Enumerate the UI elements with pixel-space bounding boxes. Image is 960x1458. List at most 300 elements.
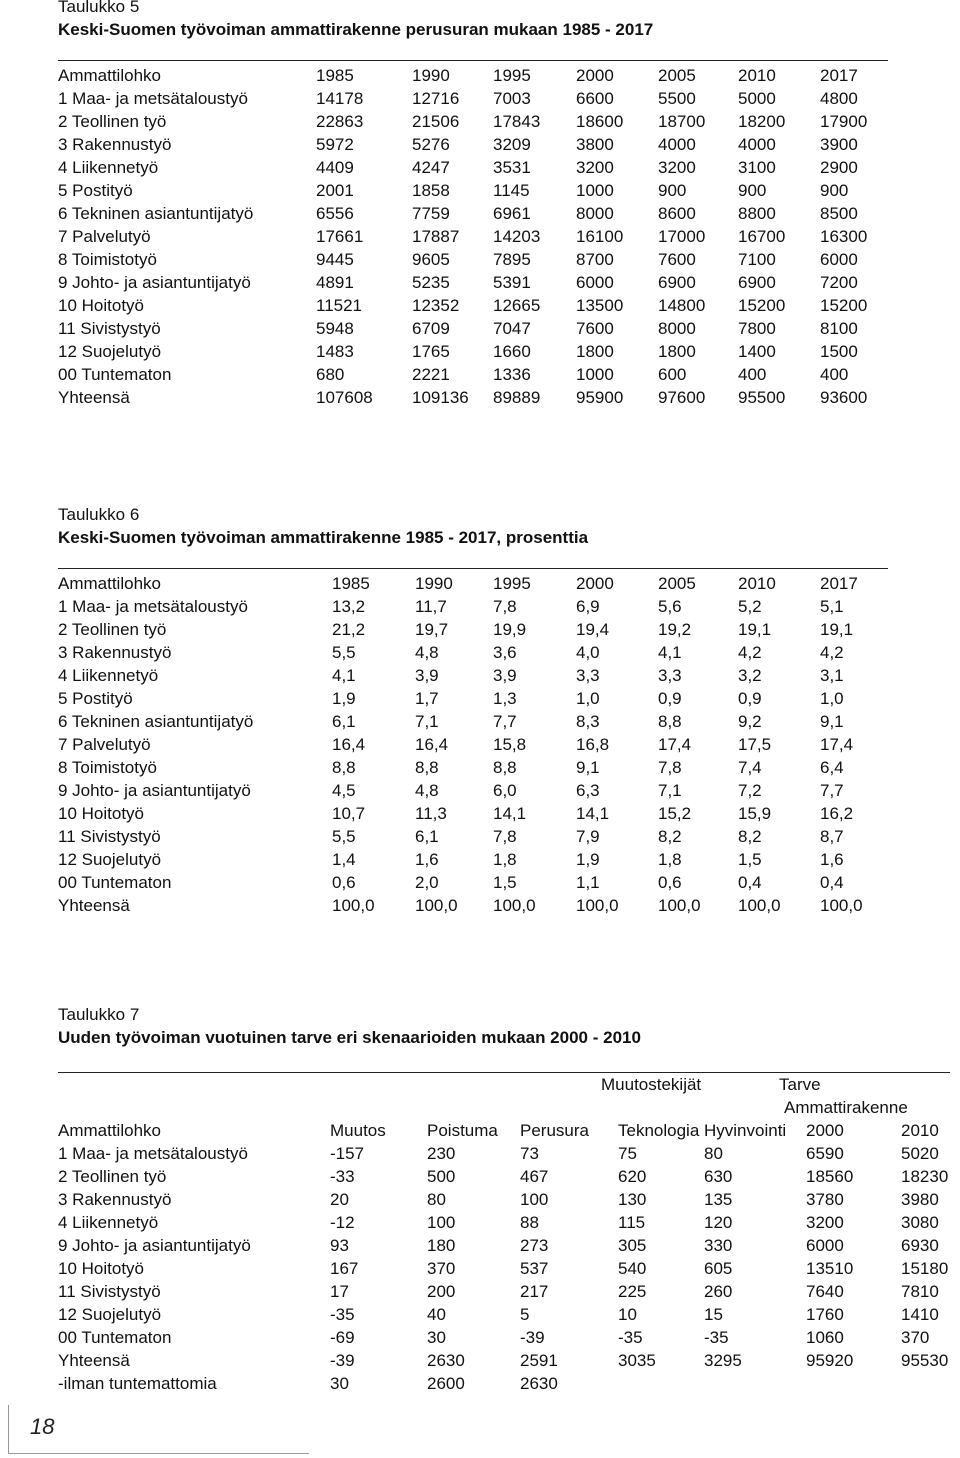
- table-cell: 16700: [738, 227, 786, 246]
- table-cell: 100: [520, 1190, 549, 1209]
- table-header-row: [58, 64, 958, 87]
- table-cell: 5020: [901, 1144, 939, 1163]
- table6-caption: Taulukko 6: [58, 505, 140, 524]
- group-ammattirakenne: Ammattirakenne: [784, 1098, 908, 1117]
- table-cell: 1060: [806, 1328, 844, 1347]
- row-label: 4 Liikennetyö: [58, 1213, 159, 1232]
- table-cell: 6,4: [820, 758, 844, 777]
- table7-group-header: [58, 1073, 958, 1096]
- table-cell: 3080: [901, 1213, 939, 1232]
- table-cell: 15180: [901, 1259, 949, 1278]
- table-cell: 3,9: [493, 666, 517, 685]
- table-cell: 200: [427, 1282, 456, 1301]
- table-cell: 80: [427, 1190, 446, 1209]
- table-cell: 12665: [493, 296, 541, 315]
- table-cell: 75: [618, 1144, 637, 1163]
- table-cell: 0,4: [820, 873, 844, 892]
- table-cell: 7,8: [658, 758, 682, 777]
- table-row: [58, 710, 958, 733]
- table-cell: 16,2: [820, 804, 854, 823]
- table-cell: 260: [704, 1282, 733, 1301]
- table-cell: 6,0: [493, 781, 517, 800]
- table-cell: 0,9: [738, 689, 762, 708]
- row-label: 1 Maa- ja metsätaloustyö: [58, 89, 248, 108]
- table-cell: 30: [330, 1374, 349, 1393]
- table-cell: 6556: [316, 204, 354, 223]
- table-cell: 370: [427, 1259, 456, 1278]
- table-cell: 0,6: [658, 873, 682, 892]
- table-cell: 3,3: [576, 666, 600, 685]
- table-cell: 130: [618, 1190, 647, 1209]
- table-cell: 4,1: [658, 643, 682, 662]
- table-cell: 40: [427, 1305, 446, 1324]
- table-cell: 180: [427, 1236, 456, 1255]
- table-cell: 16100: [576, 227, 624, 246]
- row-label: 9 Johto- ja asiantuntijatyö: [58, 781, 251, 800]
- header-cell: 2000: [576, 66, 614, 85]
- table-row: [58, 871, 958, 894]
- table-cell: 8,2: [658, 827, 682, 846]
- table-cell: 3780: [806, 1190, 844, 1209]
- table-cell: 19,4: [576, 620, 610, 639]
- table-cell: 5391: [493, 273, 531, 292]
- table-cell: 4,8: [415, 781, 439, 800]
- table-cell: 370: [901, 1328, 930, 1347]
- table-cell: 2630: [520, 1374, 558, 1393]
- table-cell: 1,0: [576, 689, 600, 708]
- table-row: [58, 1326, 958, 1349]
- table-cell: 17661: [316, 227, 364, 246]
- table-cell: 2630: [427, 1351, 465, 1370]
- table-cell: 95900: [576, 388, 624, 407]
- table-cell: 95500: [738, 388, 786, 407]
- table-cell: 7,9: [576, 827, 600, 846]
- table-cell: 1800: [658, 342, 696, 361]
- table-cell: 15,9: [738, 804, 772, 823]
- table-cell: 1483: [316, 342, 354, 361]
- table-cell: 3,3: [658, 666, 682, 685]
- table-cell: -12: [330, 1213, 355, 1232]
- table-cell: 2900: [820, 158, 858, 177]
- page-number: 18: [30, 1414, 55, 1439]
- table-cell: 1,8: [658, 850, 682, 869]
- table7-title: Uuden työvoiman vuotuinen tarve eri skenaarioiden mukaan 2000 - 2010: [58, 1028, 641, 1047]
- table-cell: 1,1: [576, 873, 600, 892]
- table-row: [58, 271, 958, 294]
- table-cell: 6,1: [332, 712, 356, 731]
- table-cell: 8700: [576, 250, 614, 269]
- table-cell: 19,1: [820, 620, 854, 639]
- table-cell: 5,5: [332, 643, 356, 662]
- table-cell: 11521: [316, 296, 363, 315]
- table-cell: 217: [520, 1282, 549, 1301]
- table-cell: 5972: [316, 135, 354, 154]
- table5-rule: [58, 60, 888, 61]
- row-label: 9 Johto- ja asiantuntijatyö: [58, 273, 251, 292]
- row-label: 11 Sivistystyö: [58, 319, 161, 338]
- table-cell: 8,2: [738, 827, 762, 846]
- table-cell: 5500: [658, 89, 696, 108]
- row-label: 12 Suojelutyö: [58, 1305, 162, 1324]
- row-label: 00 Tuntematon: [58, 365, 172, 384]
- table-row: [58, 1188, 958, 1211]
- table-row: [58, 802, 958, 825]
- table-cell: 93: [330, 1236, 349, 1255]
- row-label: 10 Hoitotyö: [58, 1259, 144, 1278]
- table-row: [58, 386, 958, 409]
- table-cell: 18700: [658, 112, 706, 131]
- table-cell: 500: [427, 1167, 456, 1186]
- header-cell: 2010: [901, 1121, 939, 1140]
- table-cell: 1410: [901, 1305, 939, 1324]
- table-cell: 100,0: [332, 896, 375, 915]
- row-label: 4 Liikennetyö: [58, 666, 159, 685]
- table-cell: 1660: [493, 342, 531, 361]
- table-cell: 3900: [820, 135, 858, 154]
- table-row: [58, 340, 958, 363]
- table-cell: 13,2: [332, 597, 366, 616]
- table-cell: 3800: [576, 135, 614, 154]
- table-cell: 3980: [901, 1190, 939, 1209]
- table-cell: 7600: [658, 250, 696, 269]
- table-row: [58, 848, 958, 871]
- table-row: [58, 179, 958, 202]
- table-cell: 2591: [520, 1351, 558, 1370]
- table-cell: 3,2: [738, 666, 762, 685]
- table5-caption: Taulukko 5: [58, 0, 140, 16]
- table-cell: 7,8: [493, 827, 517, 846]
- table-cell: 1,6: [415, 850, 439, 869]
- header-cell: 2017: [820, 574, 858, 593]
- table-cell: 8600: [658, 204, 696, 223]
- table-row: [58, 202, 958, 225]
- group-muutostekijat: Muutostekijät: [601, 1075, 702, 1094]
- table-cell: 9,1: [820, 712, 844, 731]
- table-cell: -33: [330, 1167, 355, 1186]
- table-cell: 2221: [412, 365, 450, 384]
- table-row: [58, 1165, 958, 1188]
- table-row: [58, 595, 958, 618]
- row-label: Yhteensä: [58, 1351, 130, 1370]
- table-cell: 7,1: [415, 712, 439, 731]
- table-cell: 6,3: [576, 781, 600, 800]
- table-cell: 9445: [316, 250, 354, 269]
- table-cell: 10: [618, 1305, 637, 1324]
- table-cell: 1145: [493, 181, 530, 200]
- table-row: [58, 641, 958, 664]
- table-cell: 1765: [412, 342, 450, 361]
- table5-title: Keski-Suomen työvoiman ammattirakenne perusuran mukaan 1985 - 2017: [58, 20, 654, 39]
- table-cell: 1,7: [415, 689, 439, 708]
- table-cell: 4,8: [415, 643, 439, 662]
- table-row: [58, 1142, 958, 1165]
- table-cell: 3209: [493, 135, 531, 154]
- table-cell: 7800: [738, 319, 776, 338]
- table-cell: 100,0: [820, 896, 863, 915]
- table-cell: 900: [820, 181, 849, 200]
- table-cell: 8,8: [415, 758, 439, 777]
- table-cell: 1,9: [332, 689, 356, 708]
- table-cell: 18600: [576, 112, 624, 131]
- table-cell: 0,6: [332, 873, 356, 892]
- table-cell: -35: [618, 1328, 643, 1347]
- table7-group-header-2: [58, 1096, 958, 1119]
- table-row: [58, 756, 958, 779]
- table-cell: -157: [330, 1144, 365, 1163]
- table-cell: 4,1: [332, 666, 356, 685]
- row-label: 12 Suojelutyö: [58, 850, 162, 869]
- table-cell: 4409: [316, 158, 354, 177]
- table-cell: 15,8: [493, 735, 527, 754]
- table-cell: 8,8: [332, 758, 356, 777]
- table-cell: 115: [618, 1213, 646, 1232]
- table-cell: 100,0: [493, 896, 536, 915]
- table-cell: 630: [704, 1167, 733, 1186]
- table-cell: 3,9: [415, 666, 439, 685]
- table-cell: 6900: [658, 273, 696, 292]
- row-label: 10 Hoitotyö: [58, 804, 144, 823]
- table-cell: 89889: [493, 388, 541, 407]
- table-cell: 17843: [493, 112, 541, 131]
- table-cell: 16,4: [415, 735, 449, 754]
- header-cell: Perusura: [520, 1121, 589, 1140]
- table-cell: 167: [330, 1259, 359, 1278]
- header-cell: 2005: [658, 574, 696, 593]
- table-cell: 7810: [901, 1282, 939, 1301]
- row-label: 5 Postityö: [58, 181, 133, 200]
- row-label: 11 Sivistystyö: [58, 827, 161, 846]
- table-cell: 14178: [316, 89, 364, 108]
- table-cell: 16,8: [576, 735, 610, 754]
- table-cell: 17000: [658, 227, 706, 246]
- table-cell: 16300: [820, 227, 868, 246]
- table-cell: 3531: [493, 158, 531, 177]
- table-cell: 8,8: [493, 758, 517, 777]
- table-cell: 3200: [658, 158, 696, 177]
- table-cell: 100: [427, 1213, 456, 1232]
- table-cell: 73: [520, 1144, 539, 1163]
- table-cell: 4247: [412, 158, 450, 177]
- header-cell: 2010: [738, 66, 776, 85]
- table-cell: 620: [618, 1167, 647, 1186]
- table-cell: 6930: [901, 1236, 939, 1255]
- table-cell: 22863: [316, 112, 364, 131]
- header-cell: 2000: [806, 1121, 844, 1140]
- table-cell: 7600: [576, 319, 614, 338]
- table-cell: 900: [658, 181, 687, 200]
- table-cell: 13500: [576, 296, 624, 315]
- table-cell: 4800: [820, 89, 858, 108]
- table-cell: 17: [330, 1282, 349, 1301]
- table-cell: 1760: [806, 1305, 844, 1324]
- table-cell: 900: [738, 181, 767, 200]
- table-cell: 2,0: [415, 873, 439, 892]
- table-cell: 5276: [412, 135, 450, 154]
- table-cell: 15200: [738, 296, 786, 315]
- table-cell: 30: [427, 1328, 446, 1347]
- table-cell: 6590: [806, 1144, 844, 1163]
- table-cell: 230: [427, 1144, 456, 1163]
- table-row: [58, 1280, 958, 1303]
- row-label: 12 Suojelutyö: [58, 342, 162, 361]
- header-cell: Teknologia: [618, 1121, 700, 1140]
- row-label: 2 Teollinen työ: [58, 620, 167, 639]
- row-label: Yhteensä: [58, 896, 130, 915]
- table-cell: 107608: [316, 388, 373, 407]
- table-cell: 9,2: [738, 712, 762, 731]
- table-cell: 6000: [576, 273, 614, 292]
- table-cell: 88: [520, 1213, 539, 1232]
- header-cell: Ammattilohko: [58, 66, 161, 85]
- table-cell: 0,9: [658, 689, 682, 708]
- header-cell: Poistuma: [427, 1121, 498, 1140]
- table-cell: 7200: [820, 273, 858, 292]
- row-label: 7 Palvelutyö: [58, 735, 151, 754]
- row-label: 8 Toimistotyö: [58, 250, 157, 269]
- table-cell: 4,5: [332, 781, 356, 800]
- table-cell: 7,4: [738, 758, 762, 777]
- row-label: 11 Sivistystyö: [58, 1282, 161, 1301]
- table-row: [58, 225, 958, 248]
- table-row: [58, 825, 958, 848]
- table-header-row: [58, 1119, 958, 1142]
- table-cell: 1,5: [738, 850, 762, 869]
- header-cell: 2005: [658, 66, 696, 85]
- table-row: [58, 1303, 958, 1326]
- table-cell: -39: [330, 1351, 355, 1370]
- table-cell: 330: [704, 1236, 733, 1255]
- table-cell: 600: [658, 365, 687, 384]
- header-cell: 2010: [738, 574, 776, 593]
- header-cell: Ammattilohko: [58, 574, 161, 593]
- table-cell: 93600: [820, 388, 868, 407]
- table-cell: 8000: [576, 204, 614, 223]
- row-label: 6 Tekninen asiantuntijatyö: [58, 712, 254, 731]
- table-cell: 11,7: [415, 597, 447, 616]
- row-label: 2 Teollinen työ: [58, 1167, 167, 1186]
- table-cell: 8100: [820, 319, 858, 338]
- table-cell: 5235: [412, 273, 450, 292]
- table-cell: 1400: [738, 342, 776, 361]
- table-cell: 7047: [493, 319, 531, 338]
- table-cell: 4891: [316, 273, 354, 292]
- table-cell: 15200: [820, 296, 868, 315]
- table6-title: Keski-Suomen työvoiman ammattirakenne 1985 - 2017, prosenttia: [58, 528, 589, 547]
- table-cell: -39: [520, 1328, 545, 1347]
- group-tarve: Tarve: [779, 1075, 821, 1094]
- table-cell: 400: [820, 365, 849, 384]
- table-cell: 6600: [576, 89, 614, 108]
- table-cell: 8800: [738, 204, 776, 223]
- row-label: 5 Postityö: [58, 689, 133, 708]
- table-cell: 540: [618, 1259, 647, 1278]
- table-cell: 0,4: [738, 873, 762, 892]
- table-cell: 225: [618, 1282, 647, 1301]
- table-cell: 8,7: [820, 827, 844, 846]
- table-cell: 2600: [427, 1374, 465, 1393]
- table-cell: 6000: [806, 1236, 844, 1255]
- header-cell: 1985: [332, 574, 370, 593]
- table-cell: 7,1: [658, 781, 682, 800]
- table-row: [58, 1234, 958, 1257]
- table-cell: 4,2: [738, 643, 762, 662]
- table-cell: 19,2: [658, 620, 692, 639]
- table-cell: 100,0: [658, 896, 701, 915]
- table-cell: 15,2: [658, 804, 692, 823]
- header-cell: 1995: [493, 574, 531, 593]
- table-cell: 5,5: [332, 827, 356, 846]
- table-cell: 3,1: [820, 666, 844, 685]
- table-cell: 8500: [820, 204, 858, 223]
- header-cell: 1990: [415, 574, 453, 593]
- table-cell: 17887: [412, 227, 460, 246]
- row-label: 9 Johto- ja asiantuntijatyö: [58, 1236, 251, 1255]
- table-cell: 1,3: [493, 689, 517, 708]
- header-cell: Ammattilohko: [58, 1121, 161, 1140]
- row-label: -ilman tuntemattomia: [58, 1374, 217, 1393]
- table-cell: 305: [618, 1236, 647, 1255]
- row-label: Yhteensä: [58, 388, 130, 407]
- table-cell: 97600: [658, 388, 706, 407]
- table-cell: 9,1: [576, 758, 600, 777]
- table-cell: 1800: [576, 342, 614, 361]
- table-cell: 15: [704, 1305, 723, 1324]
- table-row: [58, 294, 958, 317]
- table-cell: 1,0: [820, 689, 844, 708]
- table-row: [58, 317, 958, 340]
- table-row: [58, 687, 958, 710]
- table-cell: 8,3: [576, 712, 600, 731]
- table-cell: 3295: [704, 1351, 742, 1370]
- table-cell: 1000: [576, 181, 614, 200]
- table-cell: 6900: [738, 273, 776, 292]
- table-cell: 18230: [901, 1167, 949, 1186]
- table-cell: -35: [330, 1305, 355, 1324]
- table-row: [58, 733, 958, 756]
- table-cell: 8000: [658, 319, 696, 338]
- table-cell: 14203: [493, 227, 541, 246]
- row-label: 8 Toimistotyö: [58, 758, 157, 777]
- table-cell: 19,9: [493, 620, 527, 639]
- header-cell: 1985: [316, 66, 354, 85]
- table-cell: 7640: [806, 1282, 844, 1301]
- table-cell: 273: [520, 1236, 549, 1255]
- table-cell: 17,5: [738, 735, 772, 754]
- table-row: [58, 664, 958, 687]
- row-label: 3 Rakennustyö: [58, 1190, 172, 1209]
- table-cell: 4,0: [576, 643, 600, 662]
- table-cell: 95920: [806, 1351, 854, 1370]
- row-label: 00 Tuntematon: [58, 1328, 172, 1347]
- table-row: [58, 248, 958, 271]
- table-cell: 1,5: [493, 873, 517, 892]
- table-cell: 17,4: [820, 735, 854, 754]
- table-cell: 100,0: [576, 896, 619, 915]
- table-cell: 6,9: [576, 597, 600, 616]
- table6-rule: [58, 568, 888, 569]
- row-label: 1 Maa- ja metsätaloustyö: [58, 1144, 248, 1163]
- row-label: 4 Liikennetyö: [58, 158, 159, 177]
- table-row: [58, 363, 958, 386]
- row-label: 3 Rakennustyö: [58, 643, 172, 662]
- table-cell: 3200: [576, 158, 614, 177]
- table-cell: 7895: [493, 250, 531, 269]
- table-cell: 7,7: [820, 781, 844, 800]
- table-cell: 7,7: [493, 712, 517, 731]
- table-cell: 21506: [412, 112, 460, 131]
- table-cell: 13510: [806, 1259, 854, 1278]
- table-cell: 95530: [901, 1351, 949, 1370]
